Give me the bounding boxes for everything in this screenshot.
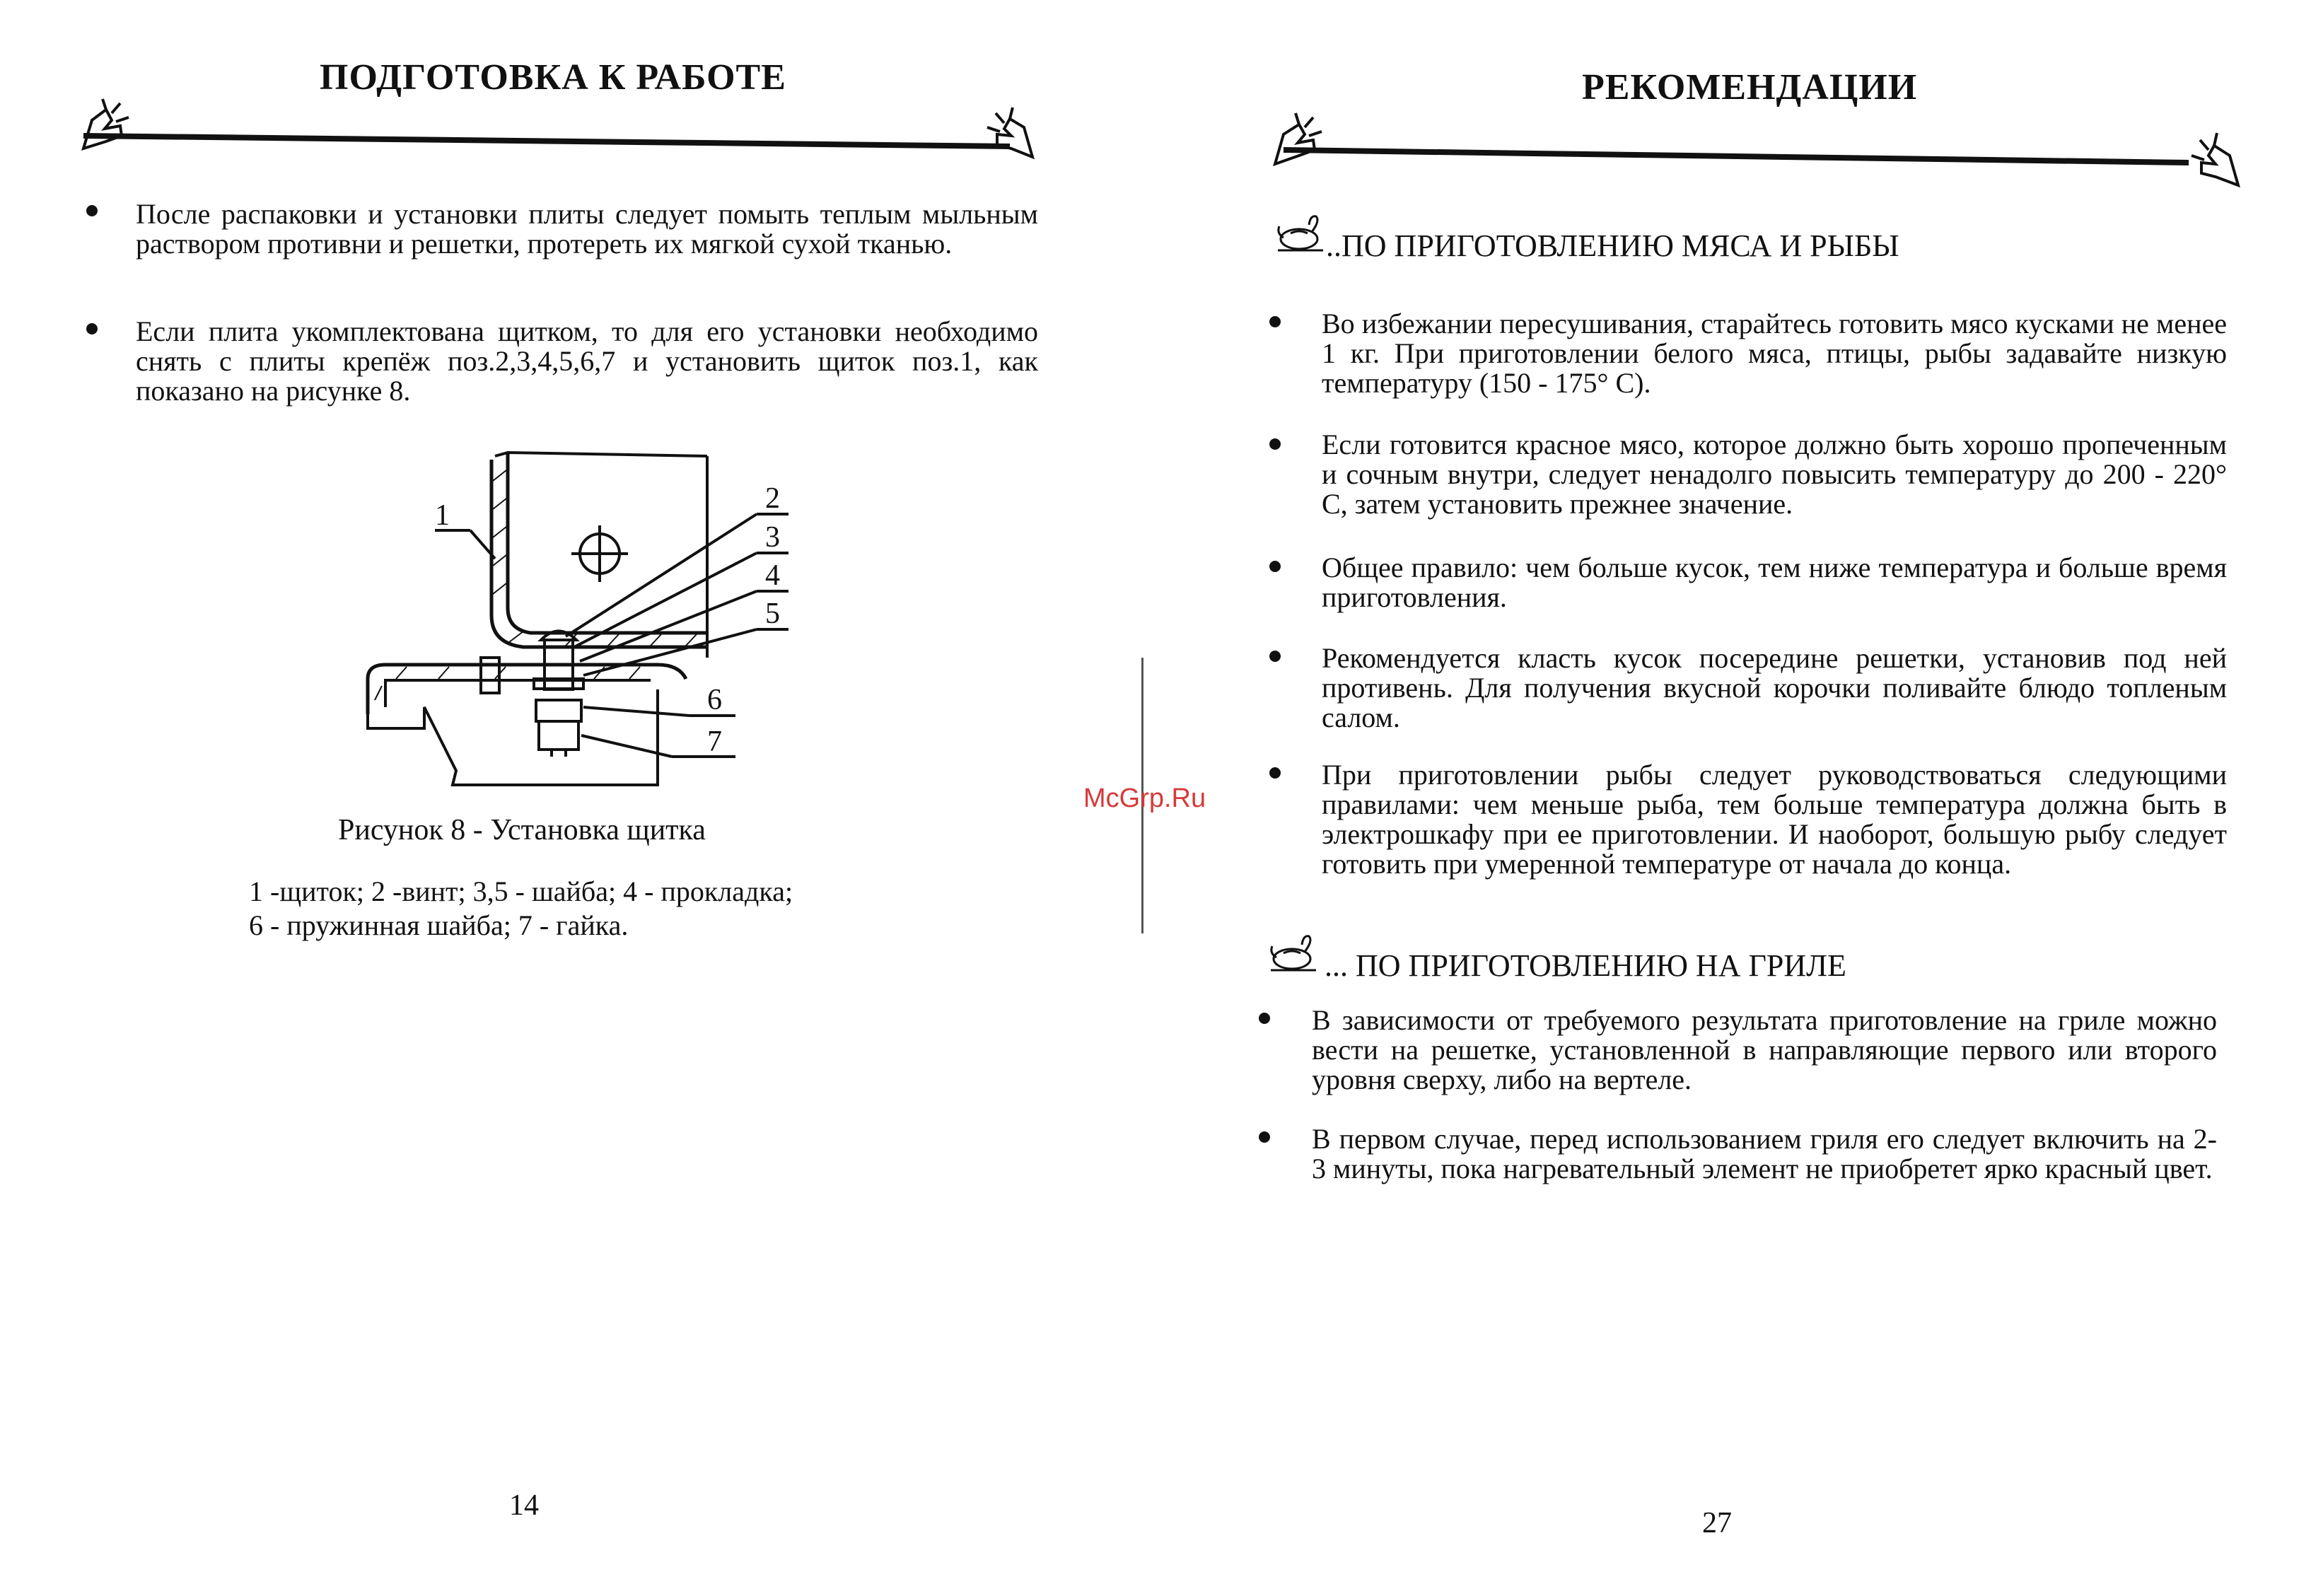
figure-label-5: 5 [765, 598, 780, 630]
figure-label-6: 6 [707, 684, 722, 716]
page-title: ПОДГОТОВКА К РАБОТЕ [320, 57, 786, 98]
bullet-item: После распаковки и установки плиты следует помыть теплым мыльным раствором противни и решетки, протереть их мягкой сухой тканью. [136, 198, 1038, 260]
figure-label-4: 4 [765, 559, 780, 592]
page-number: 14 [509, 1489, 539, 1522]
bullet-dot [1259, 1013, 1270, 1024]
section-heading: ..ПО ПРИГОТОВЛЕНИЮ МЯСА И РЫБЫ [1326, 228, 1899, 263]
bullet-item: Во избежании пересушивания, старайтесь готовить мясо кусками не менее 1 кг. При приготовлении белого мяса, птицы, рыбы задавайте низкую температуру (150 - 175° C). [1322, 308, 2227, 399]
hand-icon-right [2192, 133, 2238, 185]
figure-legend-line: 1 -щиток; 2 -винт; 3,5 - шайба; 4 - прокладка; [249, 875, 793, 907]
roast-chicken-icon [1268, 932, 1319, 974]
figure-legend-line: 6 - пружинная шайба; 7 - гайка. [249, 909, 629, 941]
figure-label-1: 1 [435, 499, 450, 532]
page-number: 27 [1702, 1507, 1732, 1539]
bullet-item: В зависимости от требуемого результата приготовление на гриле можно вести на решетке, установленной в направляющие первого или второго уровня сверху, либо на вертеле. [1312, 1004, 2217, 1095]
left-page [0, 0, 1149, 1596]
bullet-dot [1269, 316, 1281, 327]
bullet-item: В первом случае, перед использованием гриля его следует включить на 2-3 минуты, пока нагревательный элемент не приобретет ярко красный цвет. [1312, 1123, 2217, 1184]
roast-chicken-icon [1275, 212, 1326, 255]
section-heading: ... ПО ПРИГОТОВЛЕНИЮ НА ГРИЛЕ [1325, 948, 1846, 983]
installation-figure [0, 0, 1149, 849]
bullet-dot [1269, 561, 1281, 572]
hand-icon-left [1275, 113, 1322, 164]
bullet-item: Общее правило: чем больше кусок, тем ниже температура и больше время приготовления. [1322, 552, 2227, 613]
figure-label-3: 3 [765, 521, 780, 554]
bullet-item: Если плита укомплектована щитком, то для его установки необходимо снять с плиты крепёж поз.2,3,4,5,6,7 и установить щиток поз.1, как показано на рисунке 8. [136, 315, 1038, 407]
figure-caption: Рисунок 8 - Установка щитка [338, 814, 706, 846]
page-title: РЕКОМЕНДАЦИИ [1582, 67, 1918, 107]
watermark: McGrp.Ru [1083, 784, 1206, 813]
bullet-item: Если готовится красное мясо, которое должно быть хорошо пропеченным и сочным внутри, следует ненадолго повысить температуру до 200 - 220° C, затем установить прежнее значение. [1322, 429, 2227, 520]
right-page [1149, 0, 2299, 1596]
bullet-dot [1259, 1131, 1270, 1143]
bullet-item: Рекомендуется класть кусок посередине решетки, установив под ней противень. Для получения вкусной корочки поливайте блюдо топленым салом. [1322, 642, 2227, 733]
bullet-dot [1269, 767, 1281, 779]
figure-label-2: 2 [765, 482, 780, 515]
bullet-dot [1269, 438, 1281, 450]
figure-label-7: 7 [707, 726, 722, 758]
bullet-dot [1269, 651, 1281, 662]
bullet-item: При приготовлении рыбы следует руководствоваться следующими правилами: чем меньше рыба, тем больше температура должна быть в электрошкафу при ее приготовлении. И наоборот, большую рыбу следует готовить при умеренной температуре от начала до конца. [1322, 759, 2227, 880]
title-rule [1149, 0, 2299, 198]
